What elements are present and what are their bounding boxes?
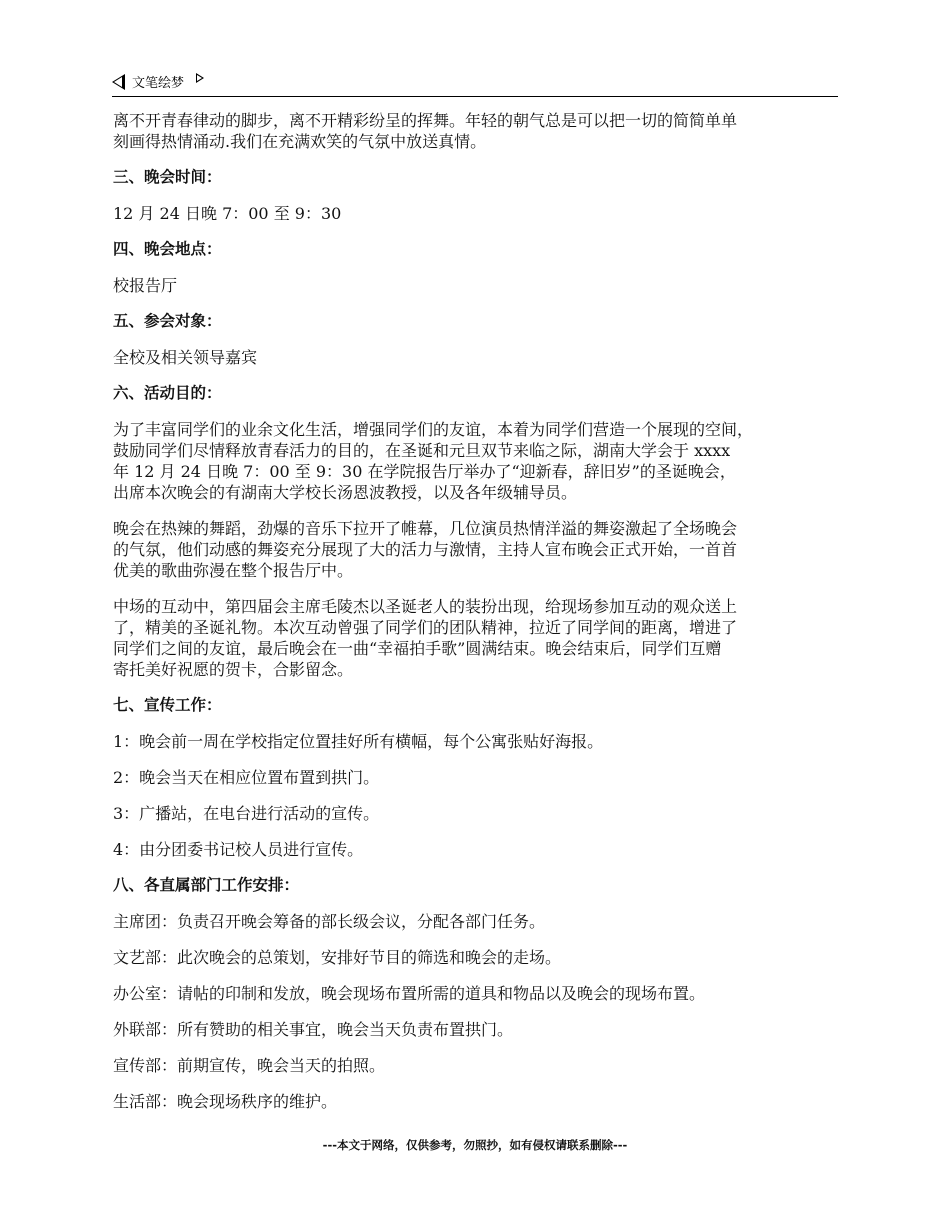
paragraph — [113, 947, 851, 968]
triangle-left-icon — [112, 74, 125, 90]
text-line: 优美的歌曲弥漫在整个报告厅中。 — [113, 561, 354, 580]
text-line: 六、活动目的： — [113, 384, 222, 402]
section-heading — [113, 875, 851, 896]
paragraph — [113, 110, 851, 152]
paragraph — [113, 203, 851, 224]
text-line: 寄托美好祝愿的贺卡，合影留念。 — [113, 660, 354, 679]
section-heading — [113, 383, 851, 404]
paragraph — [113, 911, 851, 932]
text-line: 校报告厅 — [113, 276, 178, 295]
paragraph — [113, 347, 851, 368]
header-title: 文笔绘梦 — [132, 76, 185, 91]
paragraph — [113, 767, 851, 788]
section-heading — [113, 239, 851, 260]
text-line: 12 月 24 日晚 7：00 至 9：30 — [113, 204, 342, 223]
text-line: 七、宣传工作： — [113, 696, 222, 714]
text-line: 宣传部：前期宣传，晚会当天的拍照。 — [113, 1056, 386, 1075]
text-line: 年 12 月 24 日晚 7：00 至 9：30 在学院报告厅举办了“迎新春，辞旧岁”的圣诞晚会， — [113, 462, 736, 481]
text-line: 1：晚会前一周在学校指定位置挂好所有横幅，每个公寓张贴好海报。 — [113, 732, 604, 751]
text-line: 离不开青春律动的脚步，离不开精彩纷呈的挥舞。年轻的朝气总是可以把一切的简简单单 — [113, 111, 738, 130]
section-heading — [113, 695, 851, 716]
text-line: 办公室：请帖的印制和发放，晚会现场布置所需的道具和物品以及晚会的现场布置。 — [113, 984, 706, 1003]
text-line: 晚会在热辣的舞蹈，劲爆的音乐下拉开了帷幕，几位演员热情洋溢的舞姿激起了全场晚会 — [113, 519, 738, 538]
text-line: 三、晚会时间： — [113, 168, 222, 186]
paragraph — [113, 1091, 851, 1112]
paragraph — [113, 803, 851, 824]
text-line: 刻画得热情涌动.我们在充满欢笑的气氛中放送真情。 — [113, 132, 487, 151]
paragraph — [113, 275, 851, 296]
section-heading — [113, 311, 851, 332]
page-header — [112, 70, 838, 97]
text-line: 外联部：所有赞助的相关事宜，晚会当天负责布置拱门。 — [113, 1020, 514, 1039]
document-body — [113, 110, 851, 1127]
text-line: 生活部：晚会现场秩序的维护。 — [113, 1092, 338, 1111]
text-line: 出席本次晚会的有湖南大学校长汤恩波教授，以及各年级辅导员。 — [113, 483, 578, 502]
paragraph — [113, 596, 851, 680]
text-line: 的气氛，他们动感的舞姿充分展现了大的活力与激情，主持人宣布晚会正式开始，一首首 — [113, 540, 738, 559]
section-heading — [113, 167, 851, 188]
text-line: 为了丰富同学们的业余文化生活，增强同学们的友谊，本着为同学们营造一个展现的空间， — [113, 420, 754, 439]
text-line: 主席团：负责召开晚会筹备的部长级会议，分配各部门任务。 — [113, 912, 546, 931]
text-line: 4：由分团委书记校人员进行宣传。 — [113, 840, 364, 859]
text-line: 同学们之间的友谊，最后晚会在一曲“幸福拍手歌”圆满结束。晚会结束后，同学们互赠 — [113, 639, 722, 658]
header-brand — [112, 72, 204, 91]
text-line: 八、各直属部门工作安排： — [113, 876, 300, 894]
text-line: 2：晚会当天在相应位置布置到拱门。 — [113, 768, 380, 787]
text-line: 了，精美的圣诞礼物。本次互动曾强了同学们的团队精神，拉近了同学间的距离，增进了 — [113, 618, 738, 637]
text-line: 鼓励同学们尽情释放青春活力的目的，在圣诞和元旦双节来临之际，湖南大学会于 xxxx — [113, 441, 731, 460]
text-line: 四、晚会地点： — [113, 240, 222, 258]
triangle-right-icon — [196, 73, 204, 83]
paragraph — [113, 731, 851, 752]
text-line: 文艺部：此次晚会的总策划，安排好节目的筛选和晚会的走场。 — [113, 948, 562, 967]
paragraph — [113, 1019, 851, 1040]
text-line: 3：广播站，在电台进行活动的宣传。 — [113, 804, 380, 823]
text-line: 全校及相关领导嘉宾 — [113, 348, 258, 367]
paragraph — [113, 1055, 851, 1076]
paragraph — [113, 839, 851, 860]
paragraph — [113, 518, 851, 581]
paragraph — [113, 419, 851, 503]
paragraph — [113, 983, 851, 1004]
text-line: 五、参会对象： — [113, 312, 222, 330]
page-footer: ---本文于网络，仅供参考，勿照抄，如有侵权请联系删除--- — [322, 1138, 628, 1152]
text-line: 中场的互动中，第四届会主席毛陵杰以圣诞老人的装扮出现，给现场参加互动的观众送上 — [113, 597, 738, 616]
